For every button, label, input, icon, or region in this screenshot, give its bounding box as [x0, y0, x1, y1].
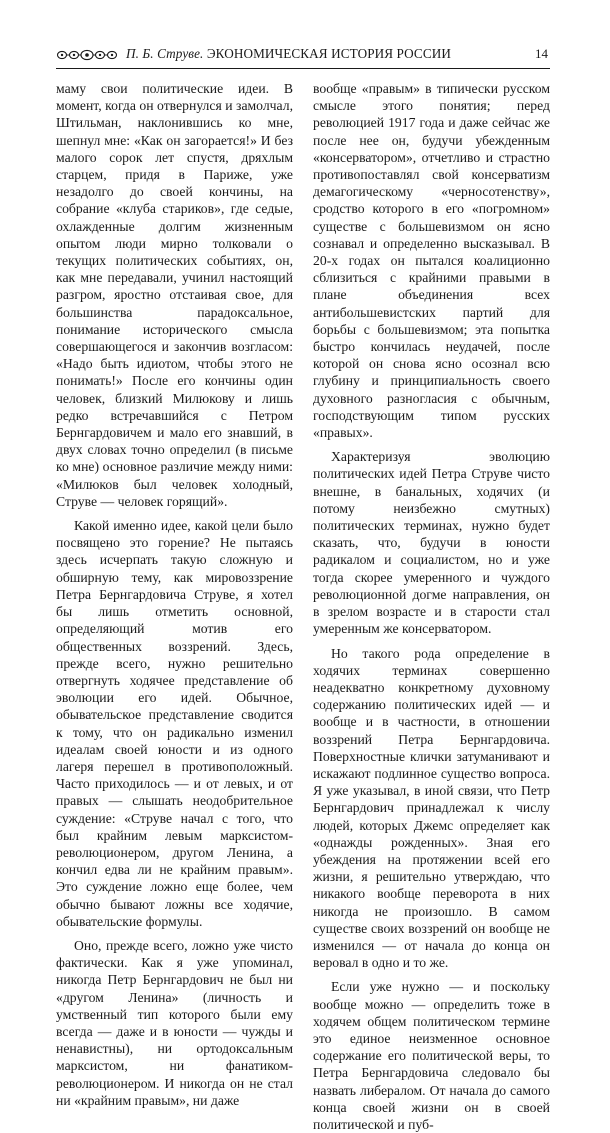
- paragraph: вообще «правым» в типически русском смысле этого понятия; перед революцией 1917 года и даже сейчас же после нее он, будучи убежденным «консерватором», отчетливо и страстно противопоставлял свой консерватизм демагогическому «черносотенству», сродство которого в его «погромном» существе с большевизмом он ясно сознавал и определенно высказывал. В 20-х годах он пытался коалиционно сблизиться с крайними правыми в плане объединения всех антибольшевистских партий для борьбы с большевизмом; эта попытка быстро кончилась неудачей, после которой он снова ясно осознал всю глубину и принципиальность своего духовного разногласия с обычным, господствующим типом русских «правых».: [313, 81, 550, 441]
- header-rule: [56, 68, 550, 69]
- page-header: [56, 44, 550, 70]
- paragraph: Если уже нужно — и поскольку вообще можно — определить тоже в ходячем общем политическом термине это единое неизменное основное содержание его политической веры, то Петра Бернгардовича следовало бы назвать либералом. От начала до самого конца своей жизни он в своей политической и пуб-: [313, 979, 550, 1132]
- paragraph: Но такого рода определение в ходячих терминах совершенно неадекватно конкретному духовному содержанию политических идей — и вообще и в частности, в отношении воззрений Петра Бернгардовича. Поверхностные клички затуманивают и искажают подлинное существо вопроса. Я уже указывал, в иной связи, что Петр Бернгардович принадлежал к числу людей, которых Джемс определяет как «однажды рожденных». Зная его убеждения на протяжении всей его жизни, я решительно утверждаю, что никакого вообще переворота в них никогда не произошло. В самом существе своих воззрений он вообще не изменился — от начала до конца он веровал в одно и то же.: [313, 645, 550, 971]
- page-number: 14: [535, 46, 548, 61]
- paragraph: Характеризуя эволюцию политических идей Петра Струве чисто внешне, в банальных, ходячих (и потому неизбежно смутных) политических терминах, нужно будет сказать, что, будучи в юности радикалом и социалистом, но и уже тогда скорее умеренного и чуждого революционной догме направления, он в зрелом возрасте и в старости стал умеренным же консерватором.: [313, 449, 550, 637]
- paragraph: Какой именно идее, какой цели было посвящено это горение? Не пытаясь здесь исчерпать такую сложную и обширную тему, как мировоззрение Петра Бернгардовича Струве, я хотел бы лишь отметить основной, определяющий мотив его общественных воззрений. Здесь, прежде всего, нужно решительно отвергнуть ходячее представление об эволюции его идей. Обычное, обывательское представление сводится к тому, что он радикально изменил идеалам своей юности и из одного лагеря перешел в противоположный. Часто приходилось — и от левых, и от правых — слышать неодобрительное суждение: «Струве начал с того, что был крайним левым марксистом-революционером, другом Ленина, а кончил едва ли не крайним правым». Это суждение ложно еще более, чем обычно бывают ложны все ходячие, обывательские формулы.: [56, 518, 293, 929]
- running-head-title: ЭКОНОМИЧЕСКАЯ ИСТОРИЯ РОССИИ: [203, 46, 451, 61]
- running-head-author: П. Б. Струве.: [126, 46, 204, 61]
- ornament-icon: [56, 47, 118, 63]
- text-column-right: [313, 80, 550, 1133]
- paragraph: Оно, прежде всего, ложно уже чисто фактически. Как я уже упоминал, никогда Петр Бернгардович не был ни «другом Ленина» (личность и умственный тип которого были ему всегда — даже и в юности — чужды и ненавистны), ни ортодоксальным марксистом, ни фанатиком-революционером. И никогда он не стал ни «крайним правым», ни даже: [56, 937, 293, 1108]
- running-head: [126, 46, 506, 62]
- paragraph: маму свои политические идеи. В момент, когда он отвернулся и замолчал, Штильман, наклонившись ко мне, шепнул мне: «Как он загорается!» И без малого сорок лет спустя, дряхлым старцем, придя в Париже, уже незадолго до своей кончины, на собрание «клуба стариков», где седые, охлажденные долгим жизненным опытом люди мирно толковали о текущих политических событиях, он, как мне передавали, учинил настоящий разгром, яростно отстаивая свое, для большинства парадоксальное, понимание исторического смысла совершающегося и закончив возгласом: «Надо быть идиотом, чтобы этого не понимать!» После его кончины один человек, близкий Милюкову и лишь редко встречавшийся с Петром Бернгардовичем и мало его знавший, в двух словах точно определил (в письме ко мне) основное различие между ними: «Милюков был человек холодный, Струве — человек горящий».: [56, 81, 293, 509]
- text-column-left: [56, 80, 293, 1109]
